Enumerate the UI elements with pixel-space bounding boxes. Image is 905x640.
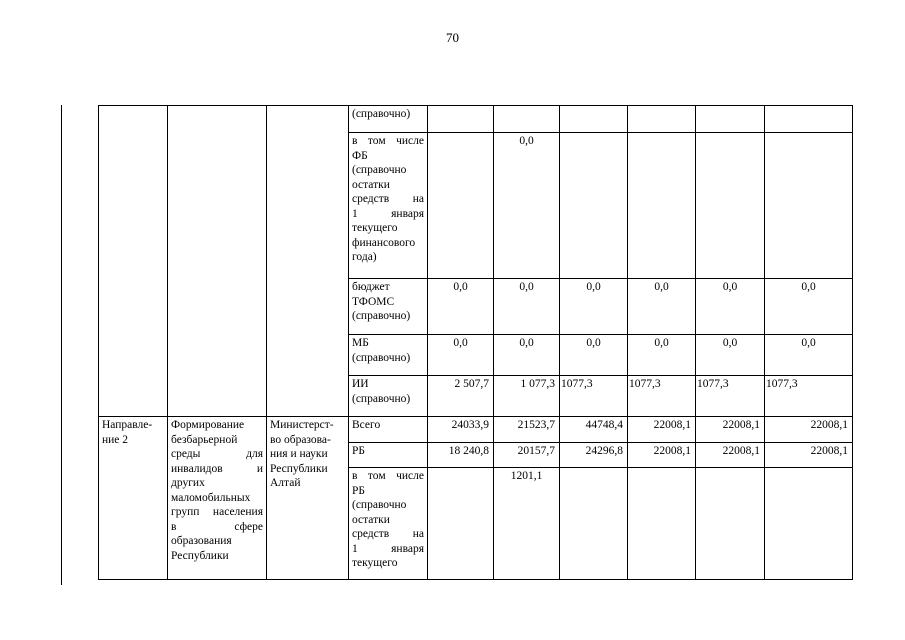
value-cell [560, 468, 628, 580]
value-cell: 0,0 [765, 279, 853, 335]
value-cell: 20157,7 [494, 443, 560, 468]
value-cell: 24033,9 [428, 417, 494, 443]
value-cell: 1077,3 [696, 376, 765, 417]
value-cell: 0,0 [494, 335, 560, 376]
value-cell [765, 133, 853, 279]
value-cell: 0,0 [560, 335, 628, 376]
value-cell: 1077,3 [765, 376, 853, 417]
value-cell [560, 133, 628, 279]
direction-name-cell: Формирование безбарьерной среды для инвалидов и других маломобильных групп населения в сфере образования Республики [168, 417, 267, 580]
value-cell: 0,0 [696, 279, 765, 335]
empty-cell [267, 106, 349, 417]
empty-cell [99, 106, 168, 417]
value-cell: 0,0 [428, 279, 494, 335]
value-cell: 0,0 [494, 133, 560, 279]
value-cell: 1201,1 [494, 468, 560, 580]
value-cell: 0,0 [628, 279, 696, 335]
funding-source-cell: (справочно) [349, 106, 428, 133]
value-cell: 22008,1 [696, 417, 765, 443]
value-cell: 2 507,7 [428, 376, 494, 417]
value-cell [765, 106, 853, 133]
value-cell: 0,0 [560, 279, 628, 335]
funding-source-cell: МБ (справочно) [349, 335, 428, 376]
funding-source-cell: бюджет ТФОМС (справочно) [349, 279, 428, 335]
funding-source-cell: ИИ (справочно) [349, 376, 428, 417]
value-cell: 18 240,8 [428, 443, 494, 468]
table-row [99, 106, 853, 133]
value-cell: 0,0 [628, 335, 696, 376]
value-cell: 44748,4 [560, 417, 628, 443]
value-cell: 22008,1 [628, 443, 696, 468]
funding-source-cell: РБ [349, 443, 428, 468]
value-cell [696, 133, 765, 279]
value-cell [428, 133, 494, 279]
value-cell: 21523,7 [494, 417, 560, 443]
value-cell: 22008,1 [696, 443, 765, 468]
value-cell: 1 077,3 [494, 376, 560, 417]
value-cell: 24296,8 [560, 443, 628, 468]
value-cell [696, 468, 765, 580]
value-cell: 0,0 [696, 335, 765, 376]
value-cell: 22008,1 [765, 417, 853, 443]
left-margin-rule [61, 105, 62, 585]
value-cell [494, 106, 560, 133]
table-row [99, 417, 853, 443]
funding-source-cell: Всего [349, 417, 428, 443]
value-cell [560, 106, 628, 133]
value-cell: 0,0 [765, 335, 853, 376]
executor-cell: Министерст- во образова- ния и науки Республики Алтай [267, 417, 349, 580]
value-cell [628, 133, 696, 279]
value-cell [765, 468, 853, 580]
value-cell [696, 106, 765, 133]
value-cell [628, 468, 696, 580]
value-cell [628, 106, 696, 133]
page-number: 70 [446, 30, 459, 45]
empty-cell [168, 106, 267, 417]
funding-source-cell: в том числе РБ (справочно остатки средств на 1 января текущего [349, 468, 428, 580]
funding-source-cell: в том числе ФБ (справочно остатки средств на 1 января текущего финансового года) [349, 133, 428, 279]
direction-label-cell: Направле- ние 2 [99, 417, 168, 580]
value-cell: 0,0 [428, 335, 494, 376]
value-cell [428, 468, 494, 580]
value-cell: 22008,1 [765, 443, 853, 468]
value-cell [428, 106, 494, 133]
budget-table [98, 105, 853, 580]
value-cell: 22008,1 [628, 417, 696, 443]
value-cell: 1077,3 [628, 376, 696, 417]
value-cell: 0,0 [494, 279, 560, 335]
value-cell: 1077,3 [560, 376, 628, 417]
